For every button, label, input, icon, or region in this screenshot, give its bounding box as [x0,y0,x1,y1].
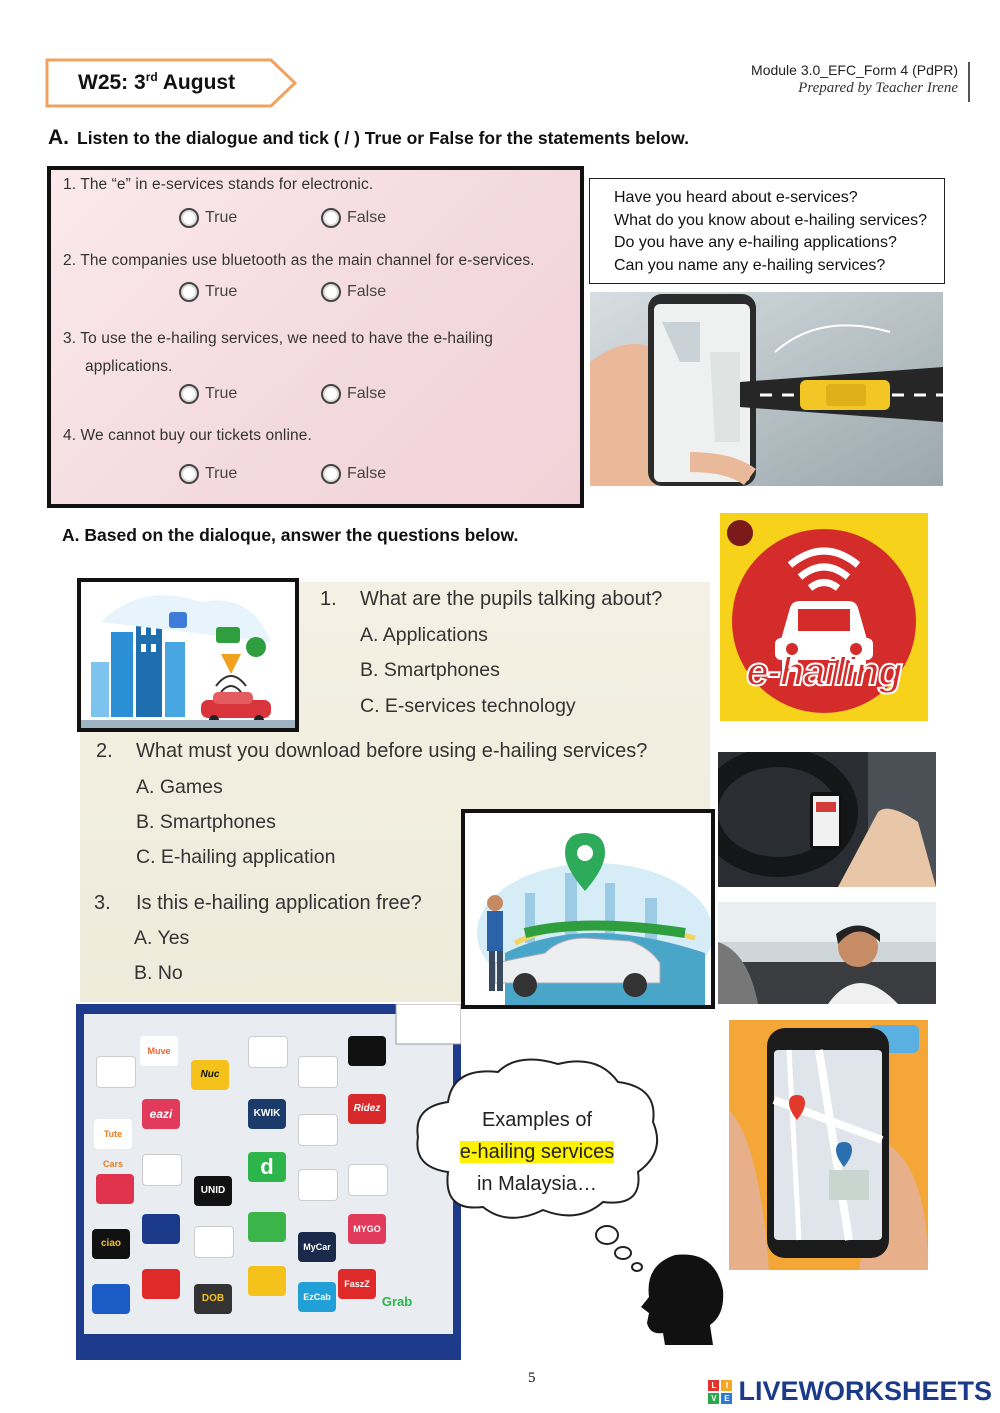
phone-map-photo [729,1020,928,1270]
radio-icon[interactable] [321,384,341,404]
e-hailing-services-poster [76,1004,461,1360]
app-logo-tile [142,1154,182,1186]
thinking-head-icon [595,1225,730,1345]
app-logo-tile [92,1284,130,1314]
app-logo-kwik: KWIK [248,1099,286,1129]
question-2-option-b[interactable]: B. Smartphones [136,811,276,833]
statement-3-false[interactable]: False [321,384,386,404]
app-logo-tile [96,1056,136,1088]
divider [968,62,970,102]
app-logo-tile [348,1036,386,1066]
smart-city-illustration [77,578,299,732]
statement-2-true[interactable]: True [179,282,237,302]
section-a-instruction: A. Listen to the dialogue and tick ( / ) True or False for the statements below. [48,126,689,149]
app-logo-tile [194,1226,234,1258]
cloud-line-2: e-hailing services [459,1141,615,1163]
e-hailing-logo [720,513,928,721]
app-logo-unid: UNID [194,1176,232,1206]
module-title: Module 3.0_EFC_Form 4 (PdPR) [751,62,958,78]
app-logo-tile [348,1164,388,1196]
app-logo-tute-cars: Tute Cars [94,1119,132,1149]
question-1-number: 1. [320,588,337,610]
app-logo-tile [248,1266,286,1296]
e-hailing-logo-text: e-hailing [746,650,902,694]
statement-3-cont: applications. [85,358,173,375]
question-1-option-a[interactable]: A. Applications [360,624,488,646]
phone-taxi-photo [590,292,943,486]
app-logo-ezcab: EzCab [298,1282,336,1312]
statement-2-false[interactable]: False [321,282,386,302]
app-logo-tile [96,1174,134,1204]
radio-icon[interactable] [321,208,341,228]
discussion-question: Do you have any e-hailing applications? [614,234,897,251]
statement-4: 4. We cannot buy our tickets online. [63,427,312,444]
radio-icon[interactable] [179,208,199,228]
app-logo-ridez: Ridez [348,1094,386,1124]
app-logo-nuc: Nuc [191,1060,229,1090]
app-logo-eazi: eazi [142,1099,180,1129]
app-logo-muve: Muve [140,1036,178,1066]
discussion-question: What do you know about e-hailing services? [614,211,928,229]
question-2-number: 2. [96,740,113,762]
page-number: 5 [528,1370,536,1386]
module-info [751,62,958,97]
app-logo-tile [248,1036,288,1068]
week-date-tag [45,58,297,108]
question-2-option-a[interactable]: A. Games [136,776,223,798]
true-false-box [47,166,584,508]
thought-cloud [408,1052,666,1227]
app-logo-faszz: FaszZ [338,1269,376,1299]
statement-1: 1. The “e” in e-services stands for electronic. [63,176,374,193]
statement-3-true[interactable]: True [179,384,237,404]
question-1-option-b[interactable]: B. Smartphones [360,659,500,681]
radio-icon[interactable] [321,282,341,302]
app-logo-grab: Grab [381,1294,413,1309]
app-logo-tile [298,1169,338,1201]
app-logo-d: d [248,1152,286,1182]
question-3-option-a[interactable]: A. Yes [134,927,190,949]
statement-1-false[interactable]: False [321,208,386,228]
prepared-by: Prepared by Teacher Irene [798,80,958,96]
statement-4-false[interactable]: False [321,464,386,484]
app-logo-tile [142,1214,180,1244]
map-man-car-illustration [461,809,715,1009]
question-2-option-c[interactable]: C. E-hailing application [136,846,336,868]
statement-4-true[interactable]: True [179,464,237,484]
cloud-line-3: in Malaysia… [476,1173,598,1195]
discussion-question: Have you heard about e-services? [614,189,858,206]
question-3-text: Is this e-hailing application free? [136,892,422,914]
question-1-text: What are the pupils talking about? [360,588,663,610]
question-3-number: 3. [94,892,111,914]
liveworksheets-brand[interactable]: L I V E LIVEWORKSHEETS [708,1376,992,1407]
question-1-option-c[interactable]: C. E-services technology [360,695,576,717]
question-3-option-b[interactable]: B. No [134,962,183,984]
cloud-line-1: Examples of [481,1109,593,1131]
app-logo-mygo: MYGO [348,1214,386,1244]
smiling-driver-photo [718,902,936,1004]
statement-3: 3. To use the e-hailing services, we need to have the e-hailing [63,330,493,347]
discussion-questions-box [589,178,945,284]
app-logo-tile [298,1056,338,1088]
liveworksheets-logo-icon: L I V E [708,1380,732,1404]
discussion-question: Can you name any e-hailing services? [614,256,886,274]
radio-icon[interactable] [179,282,199,302]
radio-icon[interactable] [179,384,199,404]
app-logo-ciao: ciao [92,1229,130,1259]
question-2-text: What must you download before using e-hailing services? [136,740,648,762]
driver-phone-photo [718,752,936,887]
app-logo-tile [298,1114,338,1146]
week-date: W25: 3rd August [78,70,236,94]
radio-icon[interactable] [321,464,341,484]
app-logo-dob: DOB [194,1284,232,1314]
statement-1-true[interactable]: True [179,208,237,228]
app-logo-mycar: MyCar [298,1232,336,1262]
app-logo-tile [142,1269,180,1299]
app-logo-tile [248,1212,286,1242]
section-b-instruction: A. Based on the dialoque, answer the questions below. [62,525,519,545]
radio-icon[interactable] [179,464,199,484]
statement-2: 2. The companies use bluetooth as the main channel for e-services. [63,252,535,269]
